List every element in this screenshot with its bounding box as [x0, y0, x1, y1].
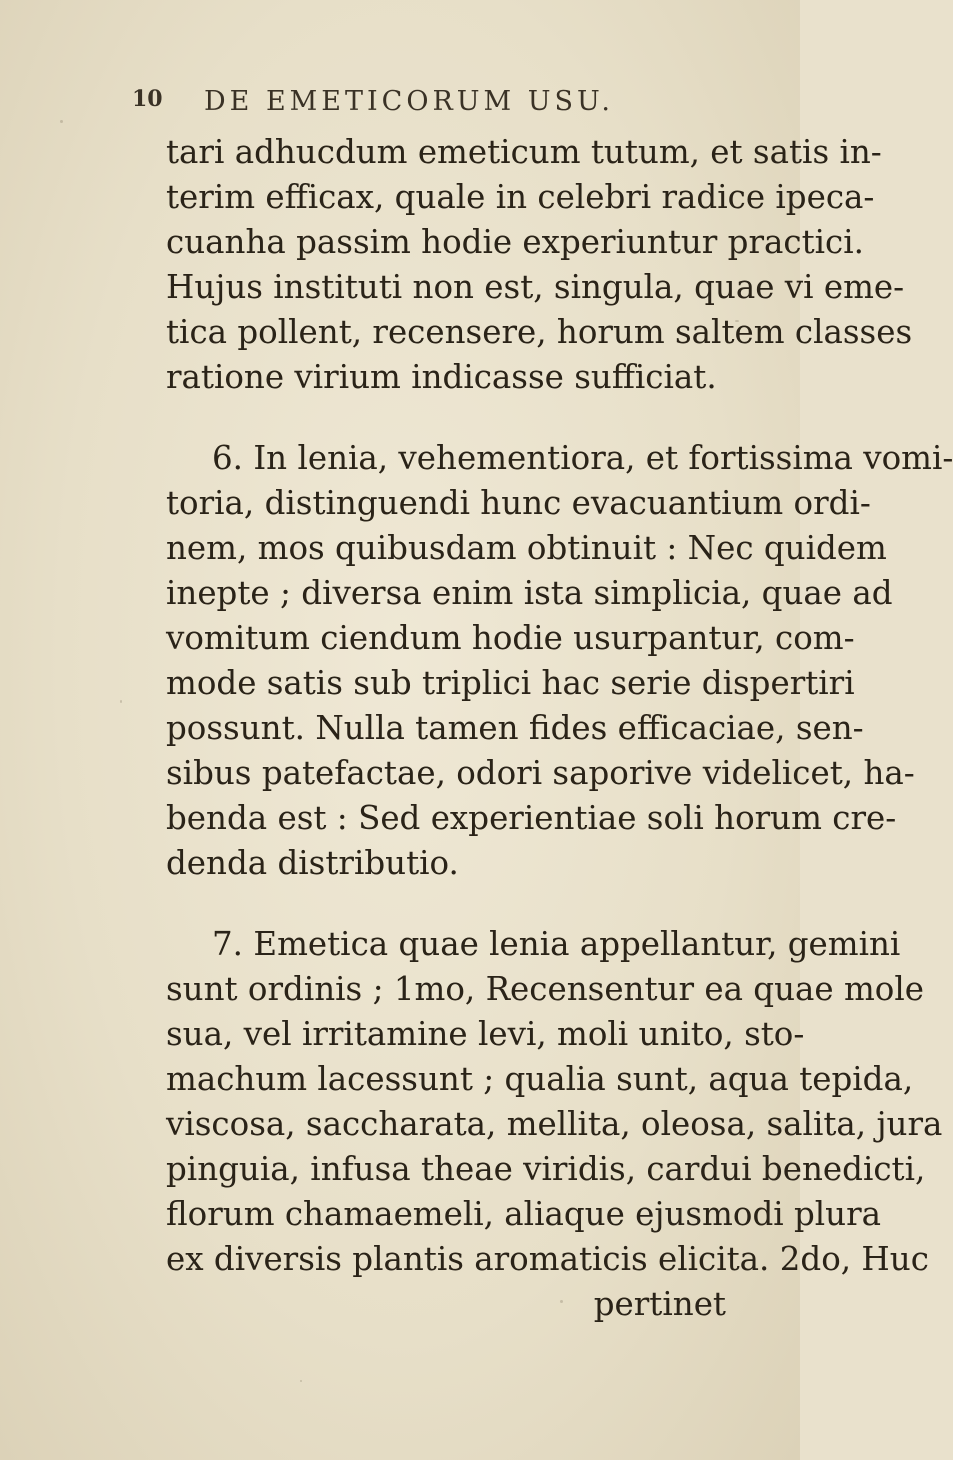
- text-line: ratione virium indicasse sufficiat.: [166, 358, 717, 396]
- text-line: Hujus instituti non est, singula, quae vi eme-: [166, 268, 905, 306]
- text-body: [166, 130, 953, 1327]
- text-line: denda distributio.: [166, 844, 459, 882]
- paragraph-3: [166, 922, 943, 1282]
- text-line: cuanha passim hodie experiuntur practici.: [166, 223, 864, 261]
- catchword: pertinet: [593, 1285, 726, 1323]
- running-header: [132, 86, 692, 126]
- text-line: sunt ordinis ; 1mo, Recensentur ea quae mole: [166, 970, 924, 1008]
- paper-speck: [560, 1300, 563, 1303]
- text-line: nem, mos quibusdam obtinuit : Nec quidem: [166, 529, 887, 567]
- text-line: 6. In lenia, vehementiora, et fortissima vomi-: [212, 439, 953, 477]
- text-line: florum chamaemeli, aliaque ejusmodi plura: [166, 1195, 882, 1233]
- text-line: ex diversis plantis aromaticis elicita. 2do, Huc: [166, 1240, 929, 1278]
- paper-speck: [60, 120, 63, 123]
- paragraph-1: [166, 130, 913, 400]
- paper-speck: [120, 700, 122, 703]
- paragraph-2: [166, 436, 953, 886]
- text-line: possunt. Nulla tamen fides efficaciae, sen-: [166, 709, 864, 747]
- paper-speck: [300, 1380, 302, 1382]
- text-line: mode satis sub triplici hac serie dispertiri: [166, 664, 855, 702]
- text-line: pinguia, infusa theae viridis, cardui benedicti,: [166, 1150, 926, 1188]
- text-line: machum lacessunt ; qualia sunt, aqua tepida,: [166, 1060, 914, 1098]
- text-line: toria, distinguendi hunc evacuantium ordi-: [166, 484, 871, 522]
- text-line: tica pollent, recensere, horum saltem classes: [166, 313, 913, 351]
- text-line: 7. Emetica quae lenia appellantur, gemini: [212, 925, 901, 963]
- page-number: 10: [132, 86, 163, 112]
- text-line: viscosa, saccharata, mellita, oleosa, salita, jura: [166, 1105, 943, 1143]
- text-line: sua, vel irritamine levi, moli unito, sto-: [166, 1015, 805, 1053]
- text-line: sibus patefactae, odori saporive videlicet, ha-: [166, 754, 915, 792]
- text-line: vomitum ciendum hodie usurpantur, com-: [166, 619, 855, 657]
- paper-speck: [735, 320, 739, 322]
- text-line: benda est : Sed experientiae soli horum cre-: [166, 799, 897, 837]
- running-title: DE EMETICORUM USU.: [204, 86, 614, 117]
- text-line: terim efficax, quale in celebri radice ipeca-: [166, 178, 875, 216]
- text-line: inepte ; diversa enim ista simplicia, quae ad: [166, 574, 893, 612]
- text-line: tari adhucdum emeticum tutum, et satis in-: [166, 133, 882, 171]
